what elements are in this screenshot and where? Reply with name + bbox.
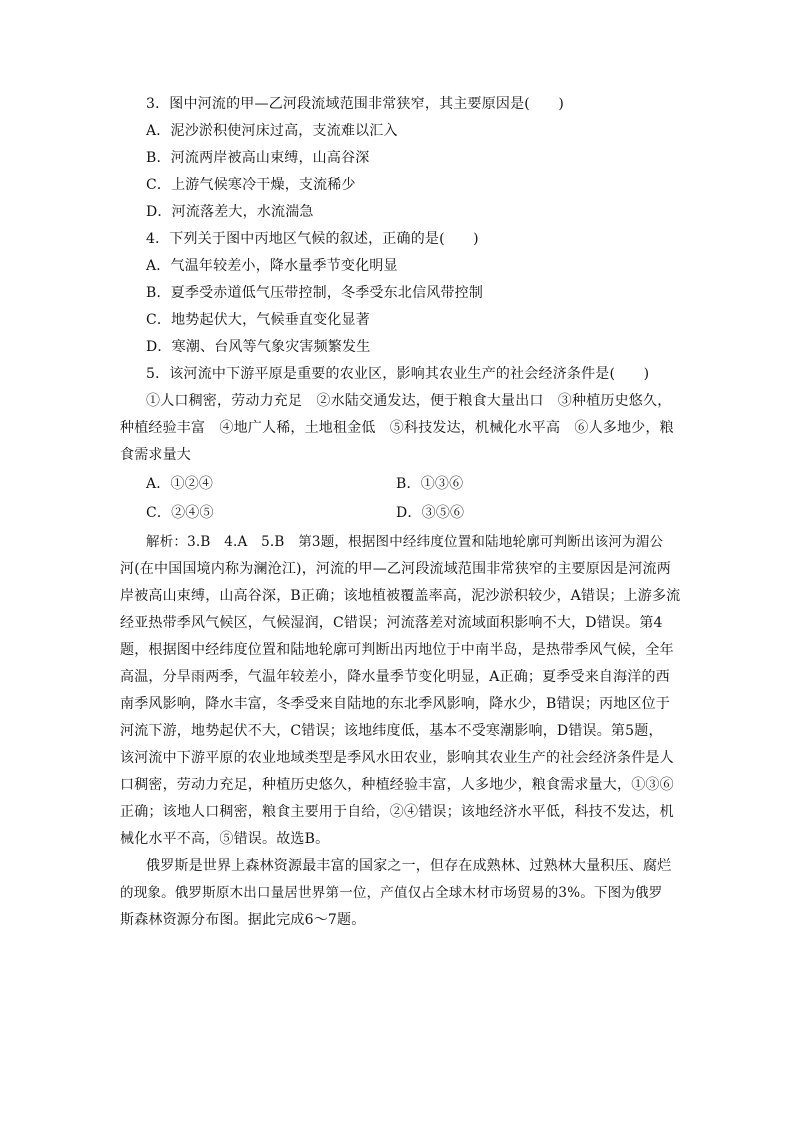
analysis-line: 河流下游，地势起伏不大，C错误；该地纬度低，基本不受寒潮影响，D错误。第5题，: [120, 723, 663, 739]
question-4-option-b: B．夏季受赤道低气压带控制，冬季受东北信风带控制: [146, 285, 484, 301]
analysis-line: 经亚热带季风气候区，气候湿润，C错误；河流落差对流域面积影响不大，D错误。第4: [120, 615, 663, 631]
analysis-line: 械化水平不高，⑤错误。故选B。: [120, 831, 330, 847]
question-5-option-b: B．①③⑥: [396, 476, 464, 492]
question-3-stem: 3．图中河流的甲—乙河段流域范围非常狭窄，其主要原因是( ): [146, 96, 565, 112]
analysis-line: 题，根据图中经纬度位置和陆地轮廓可判断出丙地位于中南半岛，是热带季风气候，全年: [120, 642, 674, 658]
analysis-line: 解析：3.B 4.A 5.B 第3题，根据图中经纬度位置和陆地轮廓可判断出该河为湄公: [146, 534, 664, 550]
question-5-stem: 5．该河流中下游平原是重要的农业区，影响其农业生产的社会经济条件是( ): [146, 366, 650, 382]
question-5-option-d: D．③⑤⑥: [396, 505, 465, 521]
question-4-stem: 4．下列关于图中丙地区气候的叙述，正确的是( ): [146, 231, 479, 247]
analysis-line: 正确；该地人口稠密，粮食主要用于自给，②④错误；该地经济水平低，科技不发达，机: [120, 804, 674, 820]
question-3-option-d: D．河流落差大，水流湍急: [146, 204, 314, 220]
analysis-line: 河(在中国国境内称为澜沧江)，河流的甲—乙河段流域范围非常狭窄的主要原因是河流两: [120, 561, 671, 577]
question-4-option-c: C．地势起伏大，气候垂直变化显著: [146, 312, 370, 328]
analysis-line: 岸被高山束缚，山高谷深，B正确；该地植被覆盖率高，泥沙淤积较少，A错误；上游多流: [120, 588, 681, 604]
passage-line: 的现象。俄罗斯原木出口量居世界第一位，产值仅占全球木材市场贸易的3%。下图为俄罗: [120, 885, 663, 901]
analysis-line: 高温，分旱雨两季，气温年较差小，降水量季节变化明显，A正确；夏季受来自海洋的西: [120, 669, 670, 685]
question-5-conditions-line-3: 食需求量大: [120, 447, 191, 463]
question-3-option-a: A．泥沙淤积使河床过高，支流难以汇入: [146, 123, 398, 139]
question-5-conditions-line-2: 种植经验丰富 ④地广人稀，土地租金低 ⑤科技发达，机械化水平高 ⑥人多地少，粮: [120, 420, 674, 436]
passage-line: 俄罗斯是世界上森林资源最丰富的国家之一，但存在成熟林、过熟林大量积压、腐烂: [146, 858, 672, 874]
question-3-option-b: B．河流两岸被高山束缚，山高谷深: [146, 150, 370, 166]
question-4-option-d: D．寒潮、台风等气象灾害频繁发生: [146, 339, 371, 355]
analysis-line: 南季风影响，降水丰富，冬季受来自陆地的东北季风影响，降水少，B错误；丙地区位于: [120, 696, 671, 712]
question-5-option-a: A．①②④: [146, 476, 214, 492]
question-4-option-a: A．气温年较差小，降水量季节变化明显: [146, 258, 398, 274]
question-3-option-c: C．上游气候寒冷干燥，支流稀少: [146, 177, 356, 193]
question-5-option-c: C．②④⑤: [146, 505, 214, 521]
analysis-line: 口稠密，劳动力充足，种植历史悠久，种植经验丰富，人多地少，粮食需求量大，①③⑥: [120, 777, 674, 793]
question-5-conditions-line-1: ①人口稠密，劳动力充足 ②水陆交通发达，便于粮食大量出口 ③种植历史悠久，: [146, 393, 672, 409]
passage-line: 斯森林资源分布图。据此完成6～7题。: [120, 912, 366, 928]
analysis-line: 该河流中下游平原的农业地域类型是季风水田农业，影响其农业生产的社会经济条件是人: [120, 750, 674, 766]
